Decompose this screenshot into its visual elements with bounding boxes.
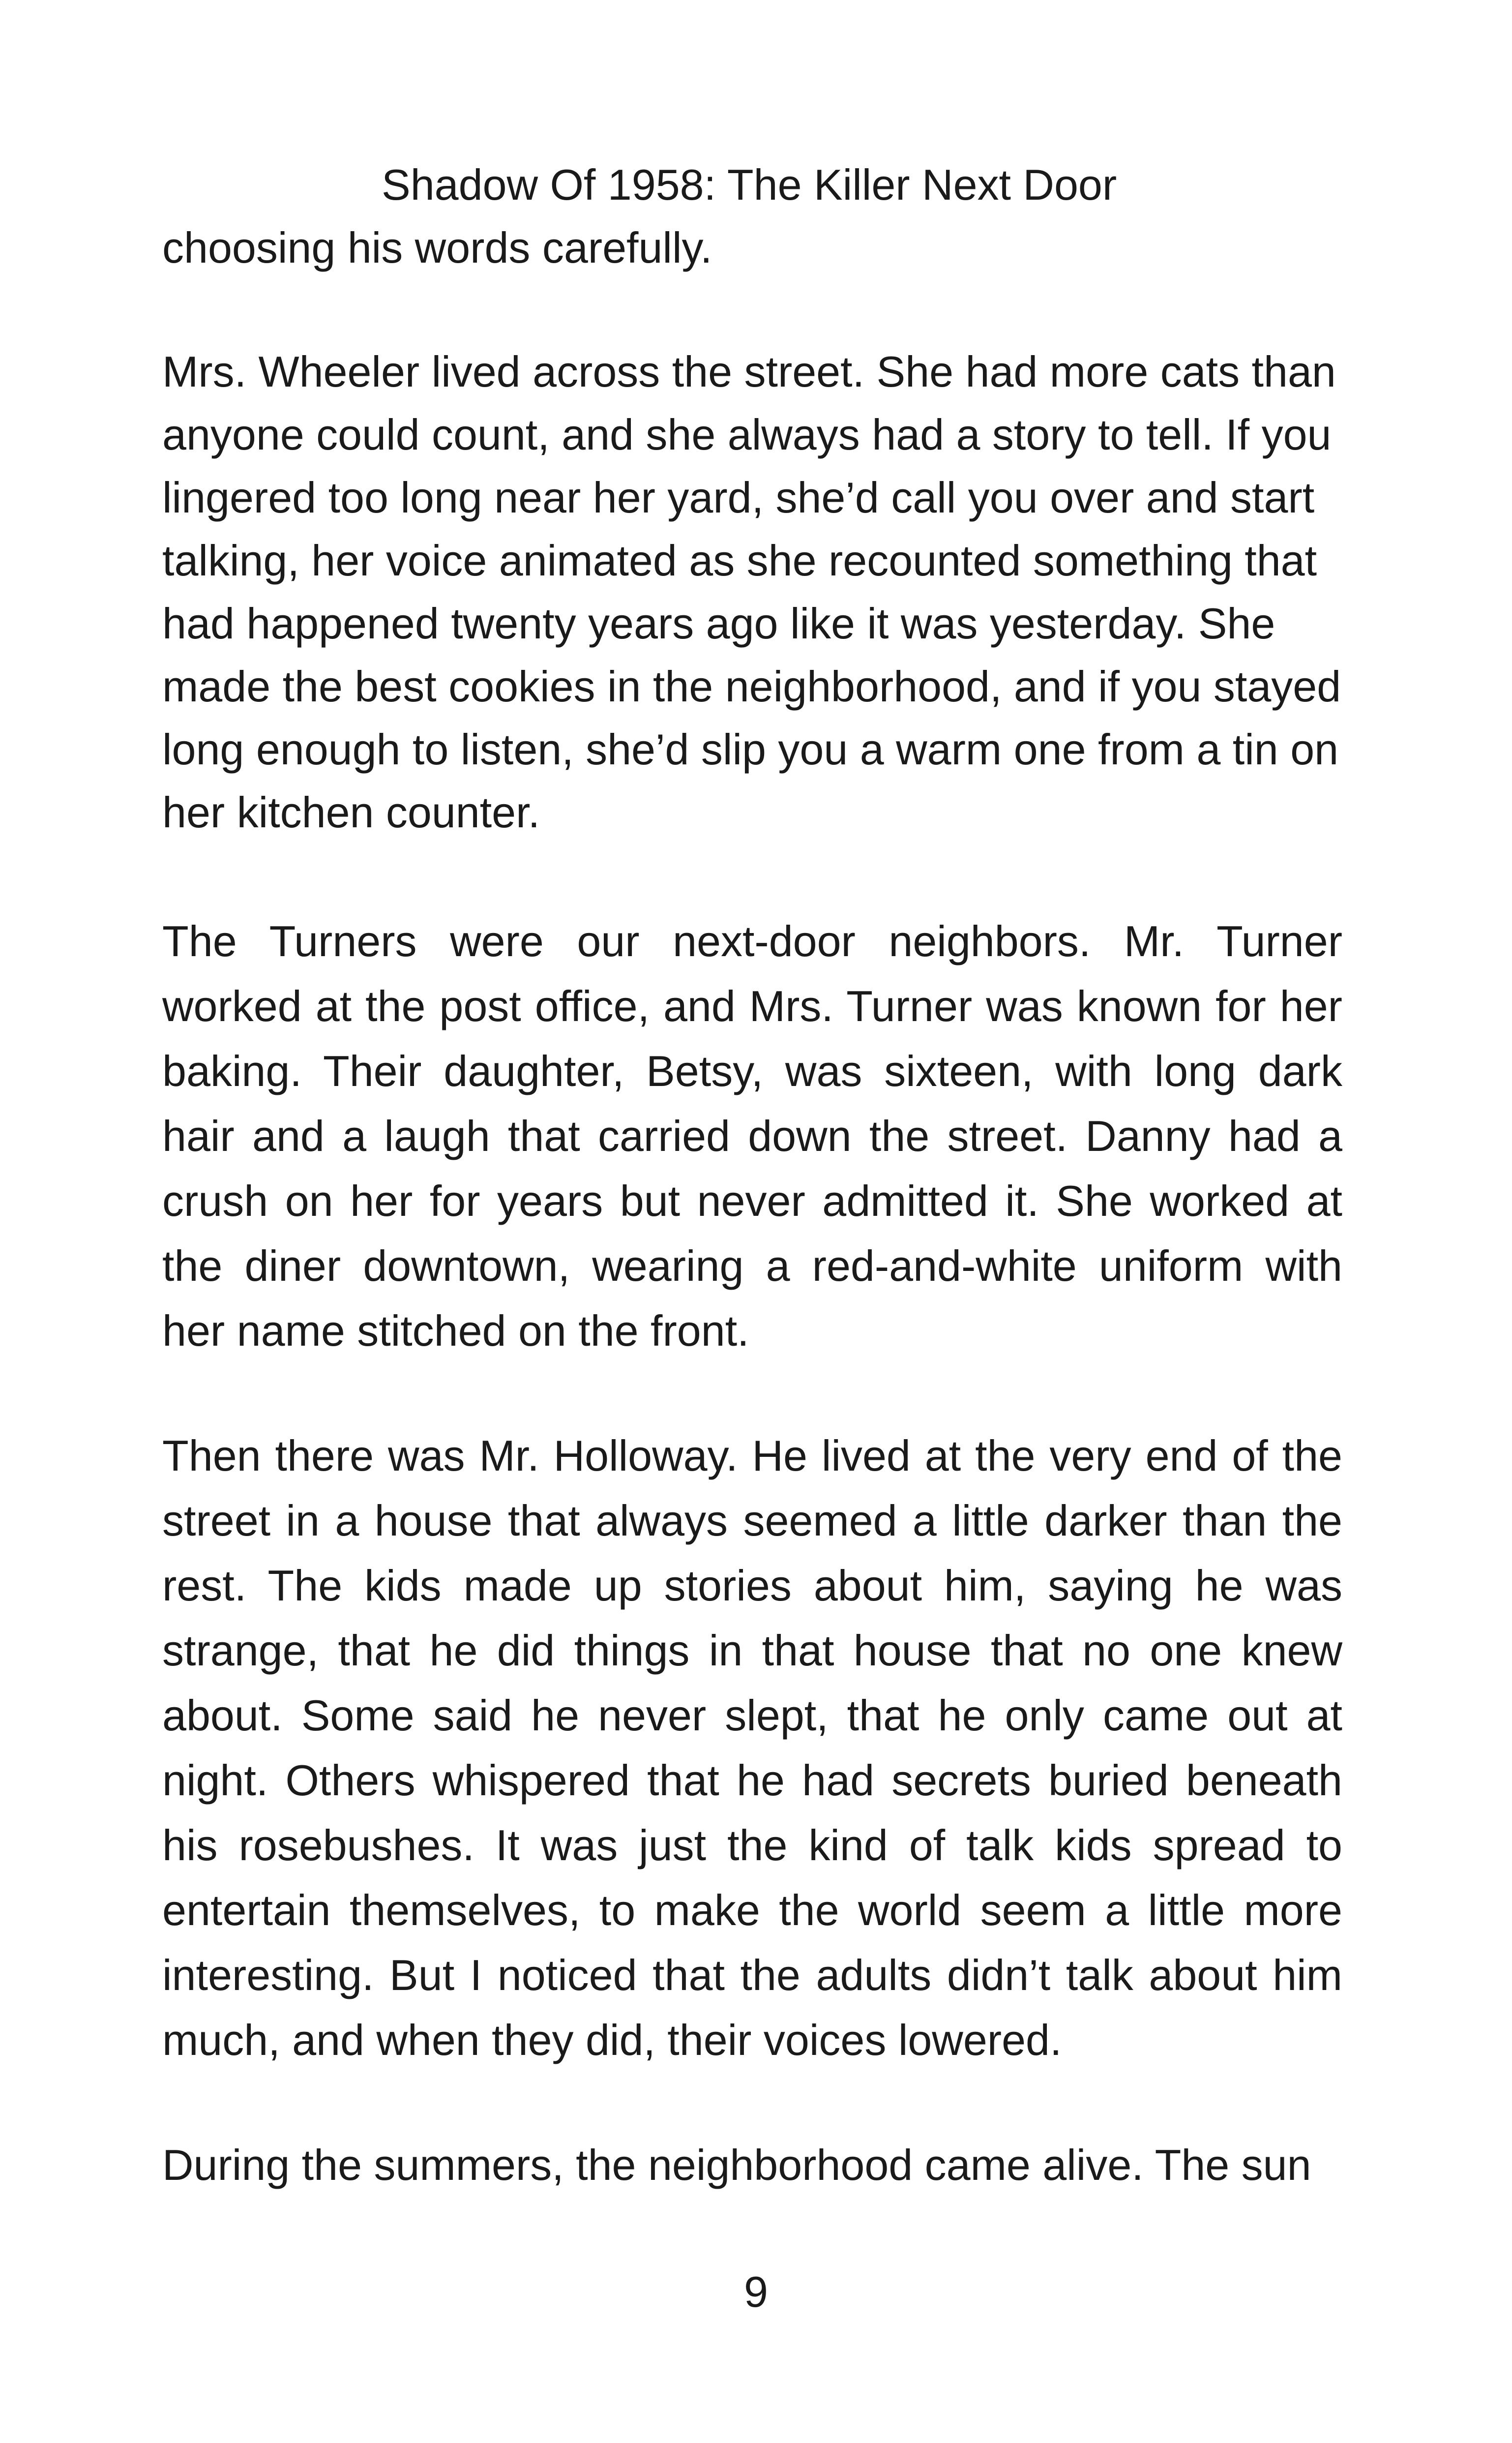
paragraph-the-turners: The Turners were our next-door neighbors. Mr. Turner worked at the post office, and Mrs. Turner was known for her baking. Their daughter, Betsy, was sixteen, with long dark hair and a laugh that carried down the street. Danny had a crush on her for years but never admitted it. She worked at the diner downtown, wearing a red-and-white uniform with her name stitched on the front. (162, 917, 1342, 1355)
paragraph-continuation: choosing his words carefully. (162, 223, 712, 272)
page-number: 9 (744, 2267, 768, 2316)
paragraph-mrs-wheeler: Mrs. Wheeler lived across the street. She had more cats than anyone could count, and she always had a story to tell. If you lingered too long near her yard, she’d call you over and start talking, her voice animated as she recounted something that had happened twenty years ago like it was yesterday. She made the best cookies in the neighborhood, and if you stayed long enough to listen, she’d slip you a warm one from a tin on her kitchen counter. (162, 347, 1341, 837)
paragraph-mr-holloway: Then there was Mr. Holloway. He lived at the very end of the street in a house that always seemed a little darker than the rest. The kids made up stories about him, saying he was strange, that he did things in that house that no one knew about. Some said he never slept, that he only came out at night. Others whispered that he had secrets buried beneath his rosebushes. It was just the kind of talk kids spread to entertain themselves, to make the world seem a little more interesting. But I noticed that the adults didn’t talk about him much, and when they did, their voices lowered. (162, 1431, 1342, 2064)
running-header-title: Shadow Of 1958: The Killer Next Door (382, 160, 1117, 209)
body-text (162, 216, 1342, 2197)
paragraph-summers: During the summers, the neighborhood came alive. The sun (162, 2141, 1311, 2189)
